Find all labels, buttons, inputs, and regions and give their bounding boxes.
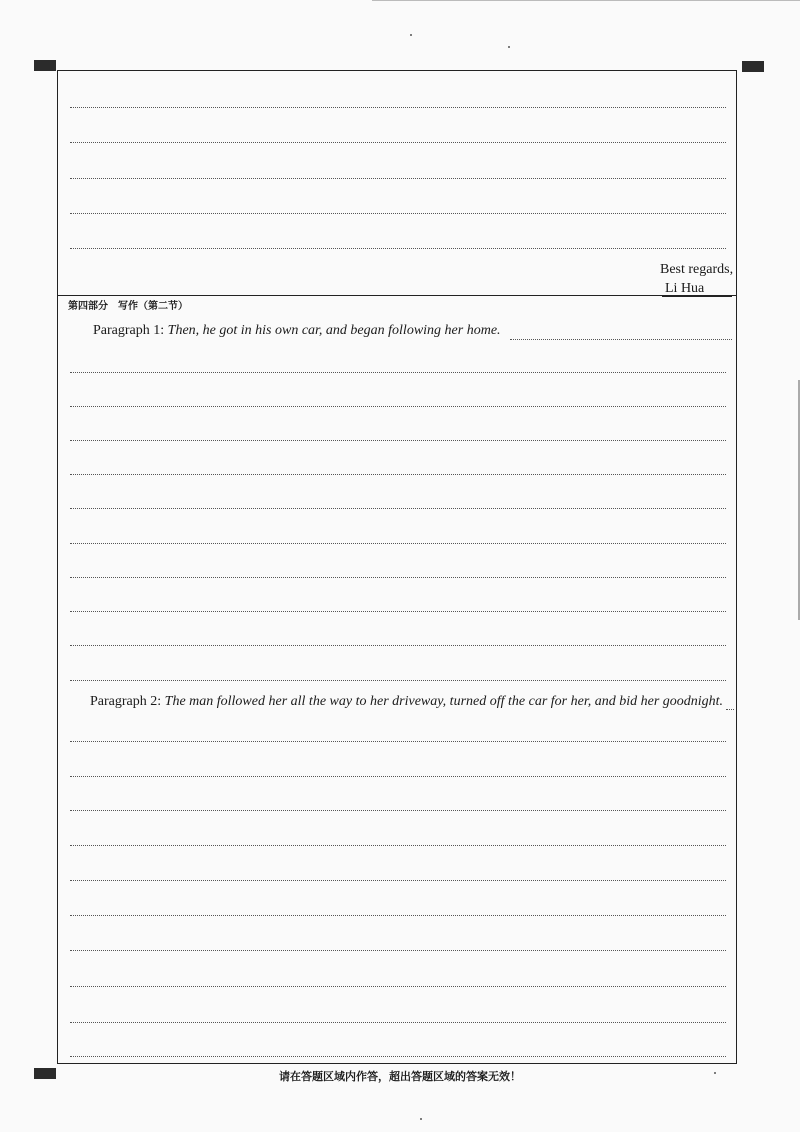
- writing-line[interactable]: [70, 645, 726, 646]
- writing-line[interactable]: [70, 406, 726, 407]
- writing-line[interactable]: [70, 508, 726, 509]
- scan-speck: [714, 1072, 716, 1074]
- writing-line[interactable]: [70, 611, 726, 612]
- paragraph2-heading: [90, 694, 723, 710]
- writing-line[interactable]: [70, 248, 726, 249]
- writing-line[interactable]: [70, 213, 726, 214]
- closing-regards: Best regards,: [660, 262, 734, 277]
- writing-line[interactable]: [70, 680, 726, 681]
- section-title: 第四部分 写作（第二节）: [68, 301, 188, 312]
- scan-edge-line: [372, 0, 800, 1]
- writing-line[interactable]: [70, 142, 726, 143]
- footer-notice: 请在答题区域内作答，超出答题区域的答案无效！: [279, 1070, 521, 1083]
- paragraph1-heading: [93, 323, 501, 339]
- alignment-marker-top-right: [742, 61, 764, 72]
- writing-line[interactable]: [70, 474, 726, 475]
- writing-line[interactable]: [726, 709, 734, 710]
- paragraph2-label: Paragraph 2:: [90, 694, 165, 709]
- writing-line[interactable]: [70, 810, 726, 811]
- name-underline: [662, 296, 732, 297]
- writing-line[interactable]: [70, 1022, 726, 1023]
- alignment-marker-top-left: [34, 60, 56, 71]
- writing-line[interactable]: [70, 372, 726, 373]
- writing-line[interactable]: [510, 339, 732, 340]
- writing-line[interactable]: [70, 741, 726, 742]
- writing-line[interactable]: [70, 950, 726, 951]
- scan-speck: [508, 46, 510, 48]
- paragraph2-prompt: The man followed her all the way to her driveway, turned off the car for her, and bid her goodnight.: [164, 694, 724, 709]
- scan-speck: [410, 34, 412, 36]
- paragraph1-label: Paragraph 1:: [93, 323, 168, 338]
- paragraph1-prompt: Then, he got in his own car, and began following her home.: [167, 323, 501, 338]
- writing-line[interactable]: [70, 880, 726, 881]
- writing-line[interactable]: [70, 845, 726, 846]
- writing-line[interactable]: [70, 776, 726, 777]
- writing-line[interactable]: [70, 440, 726, 441]
- writing-line[interactable]: [70, 577, 726, 578]
- writing-line[interactable]: [70, 1056, 726, 1057]
- closing-name: Li Hua: [665, 281, 705, 296]
- writing-line[interactable]: [70, 178, 726, 179]
- scan-speck: [420, 1118, 422, 1120]
- section-divider: [57, 295, 737, 296]
- writing-line[interactable]: [70, 543, 726, 544]
- writing-line[interactable]: [70, 915, 726, 916]
- writing-line[interactable]: [70, 107, 726, 108]
- writing-line[interactable]: [70, 986, 726, 987]
